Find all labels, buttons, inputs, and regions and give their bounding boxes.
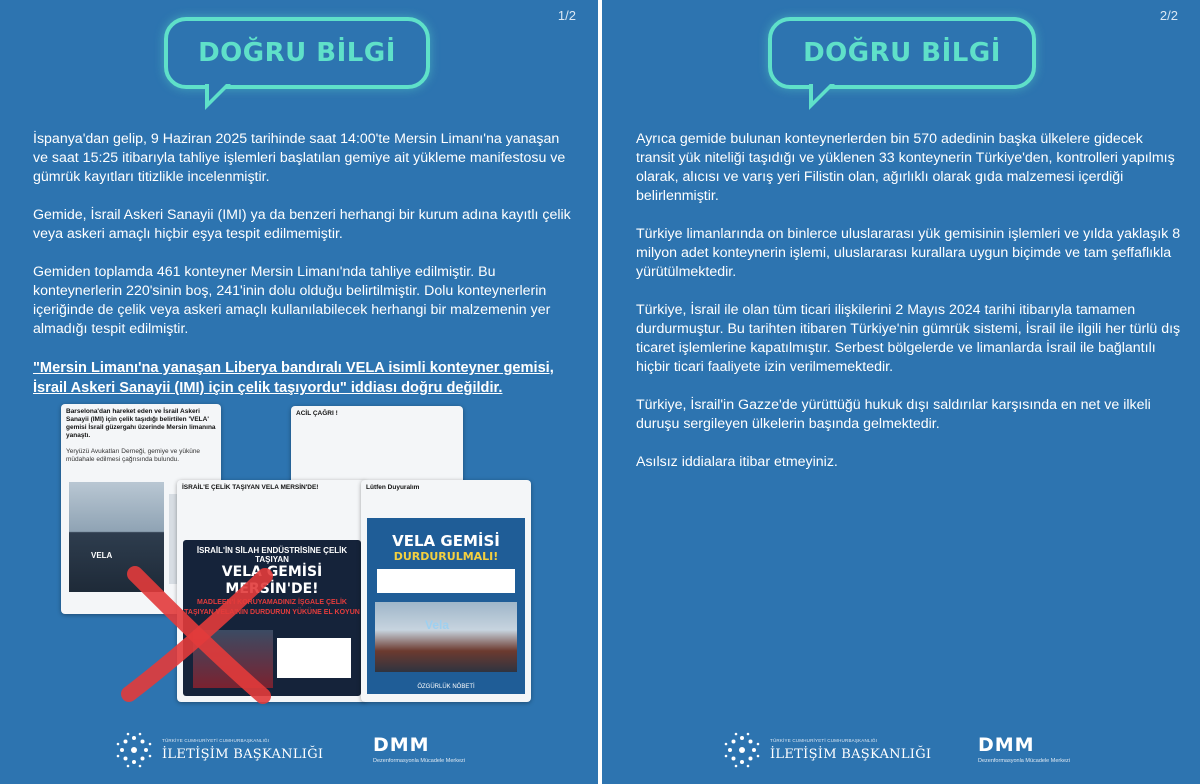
dmm-logo: DMM <box>373 734 430 756</box>
title-bubble <box>768 17 1036 89</box>
dmm-subtitle: Dezenformasyonla Mücadele Merkezi <box>373 758 466 764</box>
paragraph: Türkiye, İsrail'in Gazze'de yürüttüğü hukuk dışı saldırılar karşısında en net ve ilkeli duruşu sergileyen ülkelerin başında gelmektedir. <box>636 397 1151 432</box>
red-cross-icon <box>115 564 275 704</box>
post-header: İSRAİL'E ÇELİK TAŞIYAN VELA MERSİN'DE! <box>182 484 319 491</box>
footer <box>602 724 1200 784</box>
title: DOĞRU BİLGİ <box>803 38 1001 68</box>
ilet-title: İLETİŞİM BAŞKANLIĞI <box>770 747 932 762</box>
body-text <box>636 130 1181 491</box>
dmm-logo: DMM <box>978 734 1035 756</box>
vela-poster: VELA GEMİSİ DURDURULMALI! Vela ÖZGÜRLÜK NÖBETİ <box>367 518 525 694</box>
title: DOĞRU BİLGİ <box>198 38 396 68</box>
post-header: Lütfen Duyuralım <box>366 484 420 491</box>
ship-label: VELA <box>91 551 113 560</box>
body-text <box>33 130 573 417</box>
iletisim-emblem-icon <box>722 730 762 770</box>
protest-poster: İSRAİL'İN SİLAH ENDÜSTRİSİNE ÇELİK TAŞIYAN VELA GEMİSİ MERSİN'DE! MADLEEN'İ KORUYAMADINIZ İŞGALE ÇELİK TAŞIYAN VELA'NIN DURDURUN YÜKÜNE EL KOYUN <box>183 540 361 696</box>
iletisim-emblem-icon <box>114 730 154 770</box>
title-bubble <box>164 17 430 89</box>
paragraph: Türkiye limanlarında on binlerce uluslararası yük gemisinin işlemleri ve yılda yaklaşık 8 milyon adet konteynerin işlemi, uluslararası kurallara uygun biçimde ve tam şeffaflıkla yürütülmektedir. <box>636 226 1181 280</box>
ilet-subtitle: TÜRKİYE CUMHURİYETİ CUMHURBAŞKANLIĞI <box>162 738 270 743</box>
post-text: Barselona'dan hareket eden ve İsrail Askeri Sanayii (IMI) için çelik taşıdığı belirtilen 'VELA' gemisi İsrail güzergahı üzerinde Mersin limanına yanaştı. <box>66 408 216 439</box>
paragraph: Gemiden toplamda 461 konteyner Mersin Limanı'nda tahliye edilmiştir. Bu konteynerlerin 220'sinin boş, 241'inin dolu olduğu belirtilmiştir. Dolu konteynerlerin içeriğinde de çelik veya askeri amaçlı kullanılabilecek herhangi bir malzemenin yer almadığı tespit edilmiştir. <box>33 264 551 337</box>
paragraph: İspanya'dan gelip, 9 Haziran 2025 tarihinde saat 14:00'te Mersin Limanı'na yanaşan ve saat 15:25 itibarıyla tahliye işlemleri başlatılan gemiye ait yükleme manifestosu ve gümrük kayıtları titizlikle incelenmiştir. <box>33 131 566 185</box>
post-header: ACİL ÇAĞRI ! <box>296 410 338 417</box>
paragraph: Türkiye, İsrail ile olan tüm ticari ilişkilerini 2 Mayıs 2024 tarihi itibarıyla tamamen durdurmuştur. Bu tarihten itibaren Türkiye'nin gümrük sistemi, İsrail ile ilgili her türlü dış ticaret işlemlerine kapatılmıştır. Serbest bölgelerde ve limanlarda İsrail ile bağlantılı hiçbir ticari faaliyete izin verilmemektedir. <box>636 302 1181 375</box>
claim-statement: "Mersin Limanı'na yanaşan Liberya bandıralı VELA isimli konteyner gemisi, İsrail Askeri Sanayii (IMI) için çelik taşıyordu" iddiası doğru değildir. <box>33 360 554 396</box>
post-text: Yeryüzü Avukatları Derneği, gemiye ve yüküne müdahale edilmesi çağrısında bulundu. <box>66 448 201 463</box>
page-number: 1/2 <box>557 8 576 23</box>
paragraph: Ayrıca gemide bulunan konteynerlerden bin 570 adedinin başka ülkelere gidecek transit yük niteliği taşıdığı ve yüklenen 33 konteynerin Türkiye'den, kontrolleri yapılmış olarak, alıcısı ve varış yeri Filistin olan, ağırlıklı olarak gıda malzemesi içerdiği belirlenmiştir. <box>636 131 1175 204</box>
ship-photo <box>375 602 517 672</box>
panel-1 <box>0 0 598 784</box>
panel-2 <box>602 0 1200 784</box>
page-number: 2/2 <box>1159 8 1178 23</box>
ilet-subtitle: TÜRKİYE CUMHURİYETİ CUMHURBAŞKANLIĞI <box>770 738 878 743</box>
ilet-title: İLETİŞİM BAŞKANLIĞI <box>162 747 324 762</box>
social-media-collage <box>61 404 531 704</box>
paragraph: Asılsız iddialara itibar etmeyiniz. <box>636 454 838 470</box>
post-card <box>361 480 531 702</box>
footer <box>0 724 598 784</box>
dmm-subtitle: Dezenformasyonla Mücadele Merkezi <box>978 758 1071 764</box>
paragraph: Gemide, İsrail Askeri Sanayii (IMI) ya da benzeri herhangi bir kurum adına kayıtlı çelik veya askeri amaçlı hiçbir eşya tespit edilmemiştir. <box>33 207 571 242</box>
